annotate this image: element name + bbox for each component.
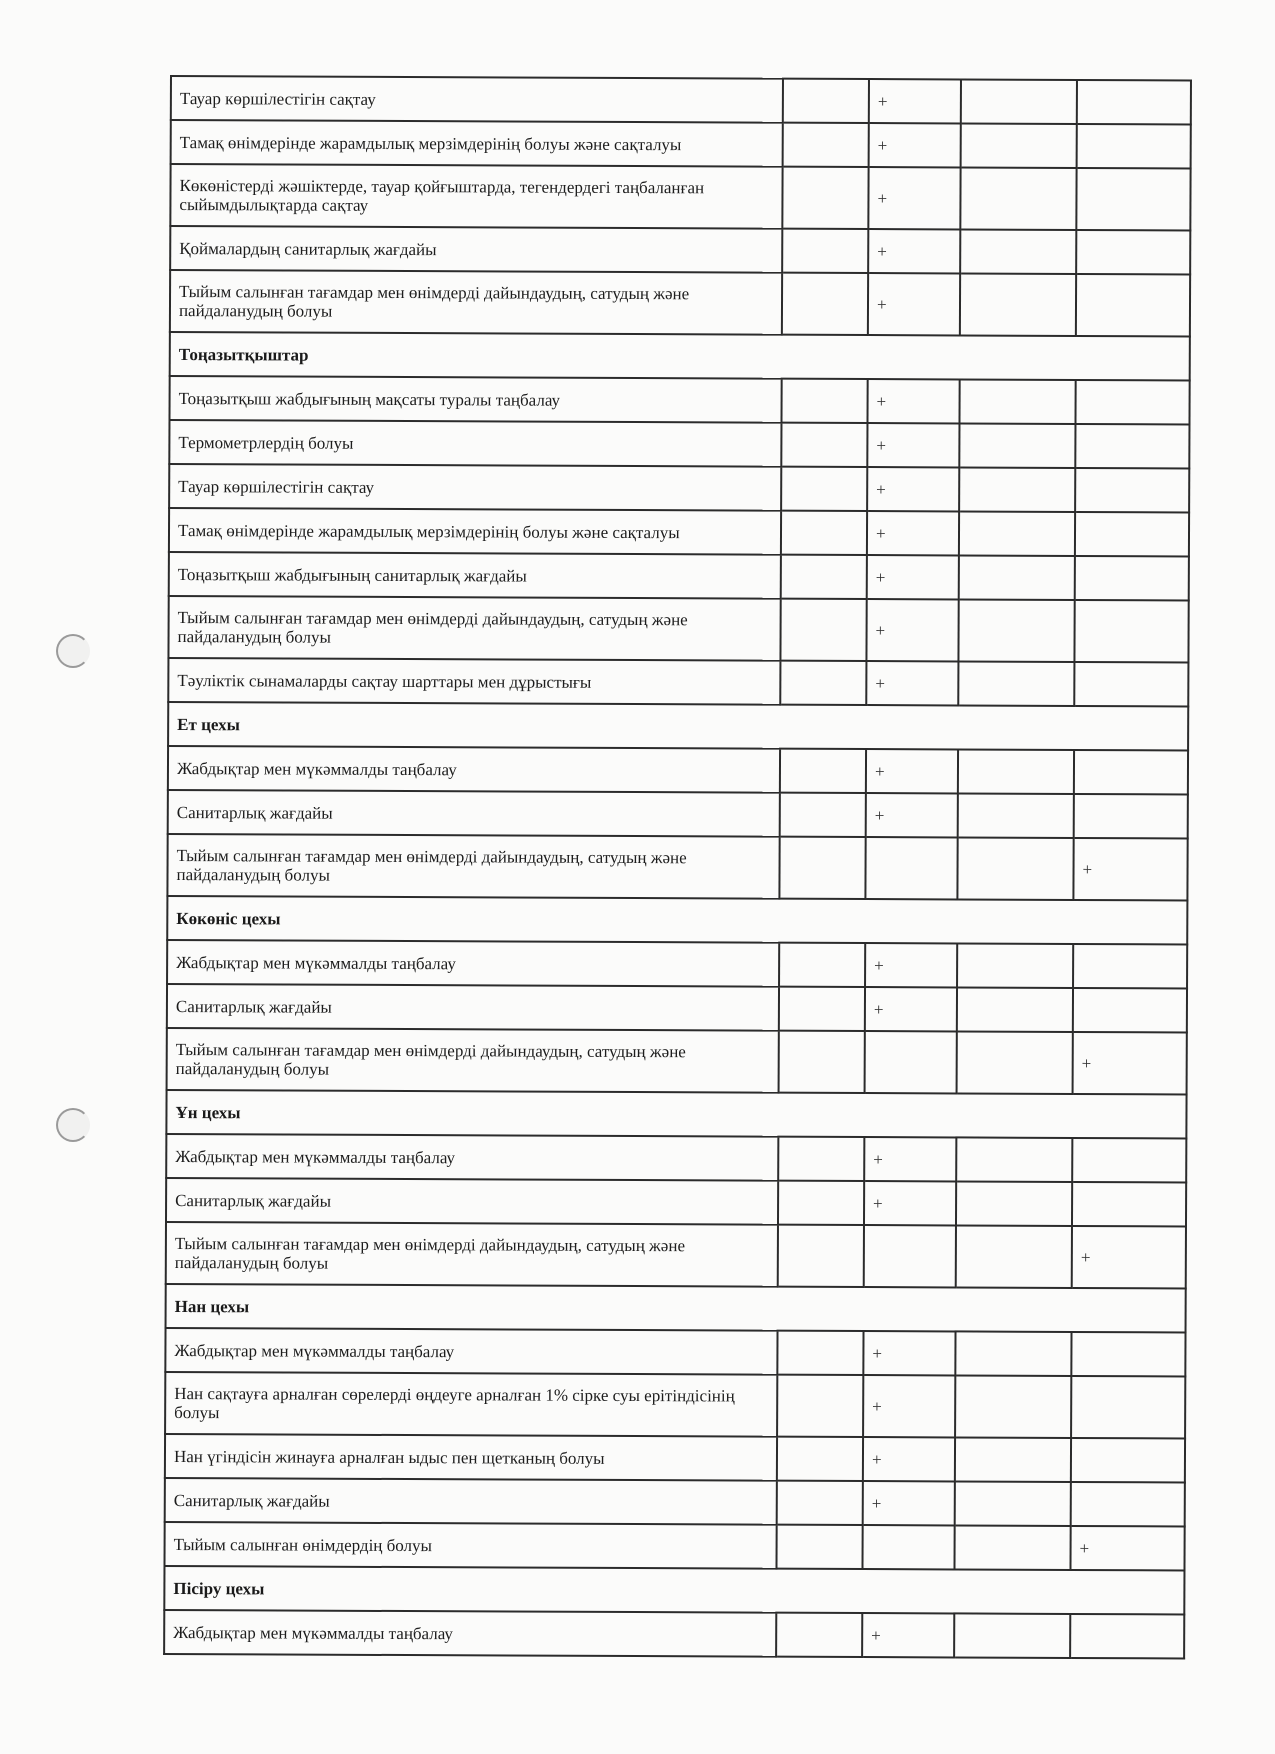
mark-cell-col-3 xyxy=(955,1481,1071,1526)
section-header-row xyxy=(164,1566,1184,1614)
requirement-label: Тауар көршілестігін сақтау xyxy=(169,464,781,511)
mark-cell-col-3 xyxy=(957,987,1073,1032)
mark-cell-col-3 xyxy=(958,661,1074,706)
mark-cell-col-4 xyxy=(1074,662,1188,706)
checklist-row xyxy=(170,226,1190,274)
mark-cell-col-3 xyxy=(957,943,1073,988)
mark-cell-col-2: + xyxy=(866,661,958,705)
mark-cell-col-3 xyxy=(958,749,1074,794)
section-header-row xyxy=(168,702,1188,750)
mark-cell-col-4 xyxy=(1077,80,1191,124)
mark-cell-col-1 xyxy=(779,987,865,1031)
mark-cell-col-1 xyxy=(776,1613,862,1657)
section-header-row xyxy=(166,1090,1186,1138)
mark-cell-col-2: + xyxy=(863,1375,955,1437)
checklist-row xyxy=(165,1434,1185,1482)
mark-cell-col-4 xyxy=(1074,794,1188,838)
mark-cell-col-4 xyxy=(1075,512,1189,556)
mark-cell-col-4 xyxy=(1075,468,1189,512)
requirement-label: Тыйым салынған тағамдар мен өнімдерді дайындаудың, сатудың және пайдаланудың болуы xyxy=(170,270,782,335)
mark-cell-col-4 xyxy=(1075,424,1189,468)
checklist-row xyxy=(170,164,1190,230)
mark-cell-col-4 xyxy=(1076,168,1190,230)
mark-cell-col-4: + xyxy=(1070,1526,1184,1570)
mark-cell-col-3 xyxy=(960,229,1076,274)
mark-cell-col-4 xyxy=(1071,1376,1185,1438)
mark-cell-col-3 xyxy=(961,123,1077,168)
requirement-label: Нан сақтауға арналған сөрелерді өңдеуге арналған 1% сірке суы ерітіндісінің болуы xyxy=(165,1372,777,1437)
mark-cell-col-4 xyxy=(1076,274,1190,336)
punch-hole-lower xyxy=(56,1108,90,1142)
mark-cell-col-3 xyxy=(955,1331,1071,1376)
checklist-row xyxy=(168,658,1188,706)
checklist-row xyxy=(171,76,1191,124)
checklist-body xyxy=(164,76,1191,1658)
mark-cell-col-1 xyxy=(779,837,865,899)
mark-cell-col-3 xyxy=(959,379,1075,424)
mark-cell-col-1 xyxy=(778,1181,864,1225)
requirement-label: Санитарлық жағдайы xyxy=(167,984,779,1031)
mark-cell-col-2: + xyxy=(867,423,959,467)
requirement-label: Жабдықтар мен мүкәммалды таңбалау xyxy=(165,1328,777,1375)
checklist-row xyxy=(167,940,1187,988)
mark-cell-col-2: + xyxy=(869,79,961,123)
section-header-row xyxy=(170,332,1190,380)
requirement-label: Жабдықтар мен мүкәммалды таңбалау xyxy=(167,940,779,987)
mark-cell-col-1 xyxy=(780,661,866,705)
mark-cell-col-4 xyxy=(1071,1482,1185,1526)
mark-cell-col-2: + xyxy=(869,123,961,167)
checklist-row xyxy=(167,984,1187,1032)
mark-cell-col-3 xyxy=(960,273,1076,336)
section-title: Ет цехы xyxy=(168,702,1188,750)
requirement-label: Тоңазытқыш жабдығының мақсаты туралы таңбалау xyxy=(169,376,781,423)
checklist-row xyxy=(165,1328,1185,1376)
mark-cell-col-3 xyxy=(955,1437,1071,1482)
mark-cell-col-4 xyxy=(1071,1332,1185,1376)
requirement-label: Санитарлық жағдайы xyxy=(168,790,780,837)
requirement-label: Тыйым салынған өнімдердің болуы xyxy=(164,1522,776,1569)
mark-cell-col-2: + xyxy=(865,987,957,1031)
requirement-label: Нан үгіндісін жинауға арналған ыдыс пен щетканың болуы xyxy=(165,1434,777,1481)
mark-cell-col-3 xyxy=(954,1525,1070,1570)
requirement-label: Жабдықтар мен мүкәммалды таңбалау xyxy=(168,746,780,793)
mark-cell-col-2: + xyxy=(867,467,959,511)
mark-cell-col-4 xyxy=(1071,1438,1185,1482)
mark-cell-col-1 xyxy=(781,379,867,423)
requirement-label: Тыйым салынған тағамдар мен өнімдерді дайындаудың, сатудың және пайдаланудың болуы xyxy=(168,596,780,661)
mark-cell-col-4 xyxy=(1075,380,1189,424)
mark-cell-col-2: + xyxy=(863,1481,955,1525)
mark-cell-col-1 xyxy=(781,467,867,511)
mark-cell-col-3 xyxy=(954,1613,1070,1658)
checklist-row xyxy=(169,552,1189,600)
requirement-label: Тауар көршілестігін сақтау xyxy=(171,76,783,123)
requirement-label: Тәуліктік сынамаларды сақтау шарттары мен дұрыстығы xyxy=(168,658,780,705)
mark-cell-col-1 xyxy=(779,943,865,987)
requirement-label: Тоңазытқыш жабдығының санитарлық жағдайы xyxy=(169,552,781,599)
requirement-label: Санитарлық жағдайы xyxy=(166,1178,778,1225)
section-title: Ұн цехы xyxy=(166,1090,1186,1138)
checklist-row xyxy=(168,746,1188,794)
mark-cell-col-4 xyxy=(1072,1182,1186,1226)
mark-cell-col-3 xyxy=(956,1225,1072,1288)
mark-cell-col-1 xyxy=(780,793,866,837)
checklist-row xyxy=(166,1222,1186,1288)
mark-cell-col-3 xyxy=(959,467,1075,512)
mark-cell-col-1 xyxy=(778,1225,864,1287)
mark-cell-col-2: + xyxy=(863,1331,955,1375)
mark-cell-col-3 xyxy=(959,511,1075,556)
checklist-row xyxy=(167,834,1187,900)
mark-cell-col-2: + xyxy=(866,749,958,793)
mark-cell-col-4 xyxy=(1074,600,1188,662)
checklist-row xyxy=(169,420,1189,468)
checklist-row xyxy=(164,1522,1184,1570)
checklist-row xyxy=(169,464,1189,512)
mark-cell-col-2: + xyxy=(868,167,960,229)
mark-cell-col-2 xyxy=(864,1225,956,1287)
mark-cell-col-3 xyxy=(956,1137,1072,1182)
mark-cell-col-1 xyxy=(783,123,869,167)
section-header-row xyxy=(166,1284,1186,1332)
mark-cell-col-4 xyxy=(1070,1614,1184,1658)
mark-cell-col-1 xyxy=(781,511,867,555)
mark-cell-col-1 xyxy=(782,167,868,229)
mark-cell-col-1 xyxy=(779,1031,865,1093)
checklist-row xyxy=(170,270,1190,336)
mark-cell-col-3 xyxy=(958,793,1074,838)
mark-cell-col-2: + xyxy=(862,1613,954,1657)
mark-cell-col-4 xyxy=(1074,750,1188,794)
mark-cell-col-2: + xyxy=(866,793,958,837)
requirement-label: Тыйым салынған тағамдар мен өнімдерді дайындаудың, сатудың және пайдаланудың болуы xyxy=(167,834,779,899)
checklist-row xyxy=(169,508,1189,556)
checklist-row xyxy=(167,1028,1187,1094)
section-title: Нан цехы xyxy=(166,1284,1186,1332)
mark-cell-col-4: + xyxy=(1073,1032,1187,1094)
mark-cell-col-2: + xyxy=(868,229,960,273)
mark-cell-col-4 xyxy=(1077,124,1191,168)
mark-cell-col-4 xyxy=(1072,1138,1186,1182)
requirement-label: Жабдықтар мен мүкәммалды таңбалау xyxy=(164,1610,776,1657)
checklist-row xyxy=(165,1372,1185,1438)
checklist-row xyxy=(166,1178,1186,1226)
section-title: Көкөніс цехы xyxy=(167,896,1187,944)
section-header-row xyxy=(167,896,1187,944)
mark-cell-col-2 xyxy=(862,1525,954,1569)
mark-cell-col-1 xyxy=(777,1375,863,1437)
mark-cell-col-4: + xyxy=(1072,1226,1186,1288)
checklist-row xyxy=(168,790,1188,838)
mark-cell-col-2: + xyxy=(864,1137,956,1181)
mark-cell-col-3 xyxy=(961,79,1077,124)
requirement-label: Тыйым салынған тағамдар мен өнімдерді дайындаудың, сатудың және пайдаланудың болуы xyxy=(167,1028,779,1093)
checklist-row xyxy=(166,1134,1186,1182)
mark-cell-col-1 xyxy=(781,423,867,467)
checklist-row xyxy=(164,1610,1184,1658)
mark-cell-col-4 xyxy=(1075,556,1189,600)
requirement-label: Санитарлық жағдайы xyxy=(165,1478,777,1525)
mark-cell-col-3 xyxy=(955,1375,1071,1438)
mark-cell-col-1 xyxy=(778,1137,864,1181)
mark-cell-col-4: + xyxy=(1073,838,1187,900)
mark-cell-col-3 xyxy=(960,167,1076,230)
mark-cell-col-2 xyxy=(865,1031,957,1093)
mark-cell-col-3 xyxy=(957,837,1073,900)
mark-cell-col-1 xyxy=(781,555,867,599)
mark-cell-col-3 xyxy=(958,599,1074,662)
section-title: Пісіру цехы xyxy=(164,1566,1184,1614)
mark-cell-col-3 xyxy=(959,423,1075,468)
section-title: Тоңазытқыштар xyxy=(170,332,1190,380)
mark-cell-col-2: + xyxy=(865,943,957,987)
mark-cell-col-4 xyxy=(1073,944,1187,988)
punch-hole-upper xyxy=(56,634,90,668)
requirement-label: Термометрлердің болуы xyxy=(169,420,781,467)
mark-cell-col-3 xyxy=(957,1031,1073,1094)
checklist-row xyxy=(168,596,1188,662)
mark-cell-col-2: + xyxy=(864,1181,956,1225)
requirement-label: Тамақ өнімдерінде жарамдылық мерзімдерінің болуы және сақталуы xyxy=(169,508,781,555)
requirement-label: Тамақ өнімдерінде жарамдылық мерзімдерінің болуы және сақталуы xyxy=(171,120,783,167)
mark-cell-col-1 xyxy=(777,1437,863,1481)
mark-cell-col-1 xyxy=(782,229,868,273)
mark-cell-col-2: + xyxy=(868,273,960,335)
inspection-checklist-table xyxy=(163,75,1192,1659)
mark-cell-col-4 xyxy=(1073,988,1187,1032)
checklist-row xyxy=(165,1478,1185,1526)
mark-cell-col-1 xyxy=(777,1481,863,1525)
requirement-label: Тыйым салынған тағамдар мен өнімдерді дайындаудың, сатудың және пайдаланудың болуы xyxy=(166,1222,778,1287)
mark-cell-col-1 xyxy=(780,599,866,661)
mark-cell-col-3 xyxy=(956,1181,1072,1226)
mark-cell-col-3 xyxy=(959,555,1075,600)
mark-cell-col-4 xyxy=(1076,230,1190,274)
requirement-label: Жабдықтар мен мүкәммалды таңбалау xyxy=(166,1134,778,1181)
mark-cell-col-2: + xyxy=(867,379,959,423)
checklist-row xyxy=(169,376,1189,424)
mark-cell-col-2: + xyxy=(867,511,959,555)
mark-cell-col-2: + xyxy=(867,555,959,599)
mark-cell-col-1 xyxy=(777,1331,863,1375)
mark-cell-col-1 xyxy=(776,1525,862,1569)
mark-cell-col-1 xyxy=(782,273,868,335)
requirement-label: Қоймалардың санитарлық жағдайы xyxy=(170,226,782,273)
mark-cell-col-1 xyxy=(780,749,866,793)
checklist-row xyxy=(171,120,1191,168)
mark-cell-col-1 xyxy=(783,79,869,123)
mark-cell-col-2: + xyxy=(863,1437,955,1481)
mark-cell-col-2 xyxy=(865,837,957,899)
mark-cell-col-2: + xyxy=(866,599,958,661)
requirement-label: Көкөністерді жәшіктерде, тауар қойғыштарда, тегендердегі таңбаланған сыйымдылықтарда сақтау xyxy=(170,164,782,229)
